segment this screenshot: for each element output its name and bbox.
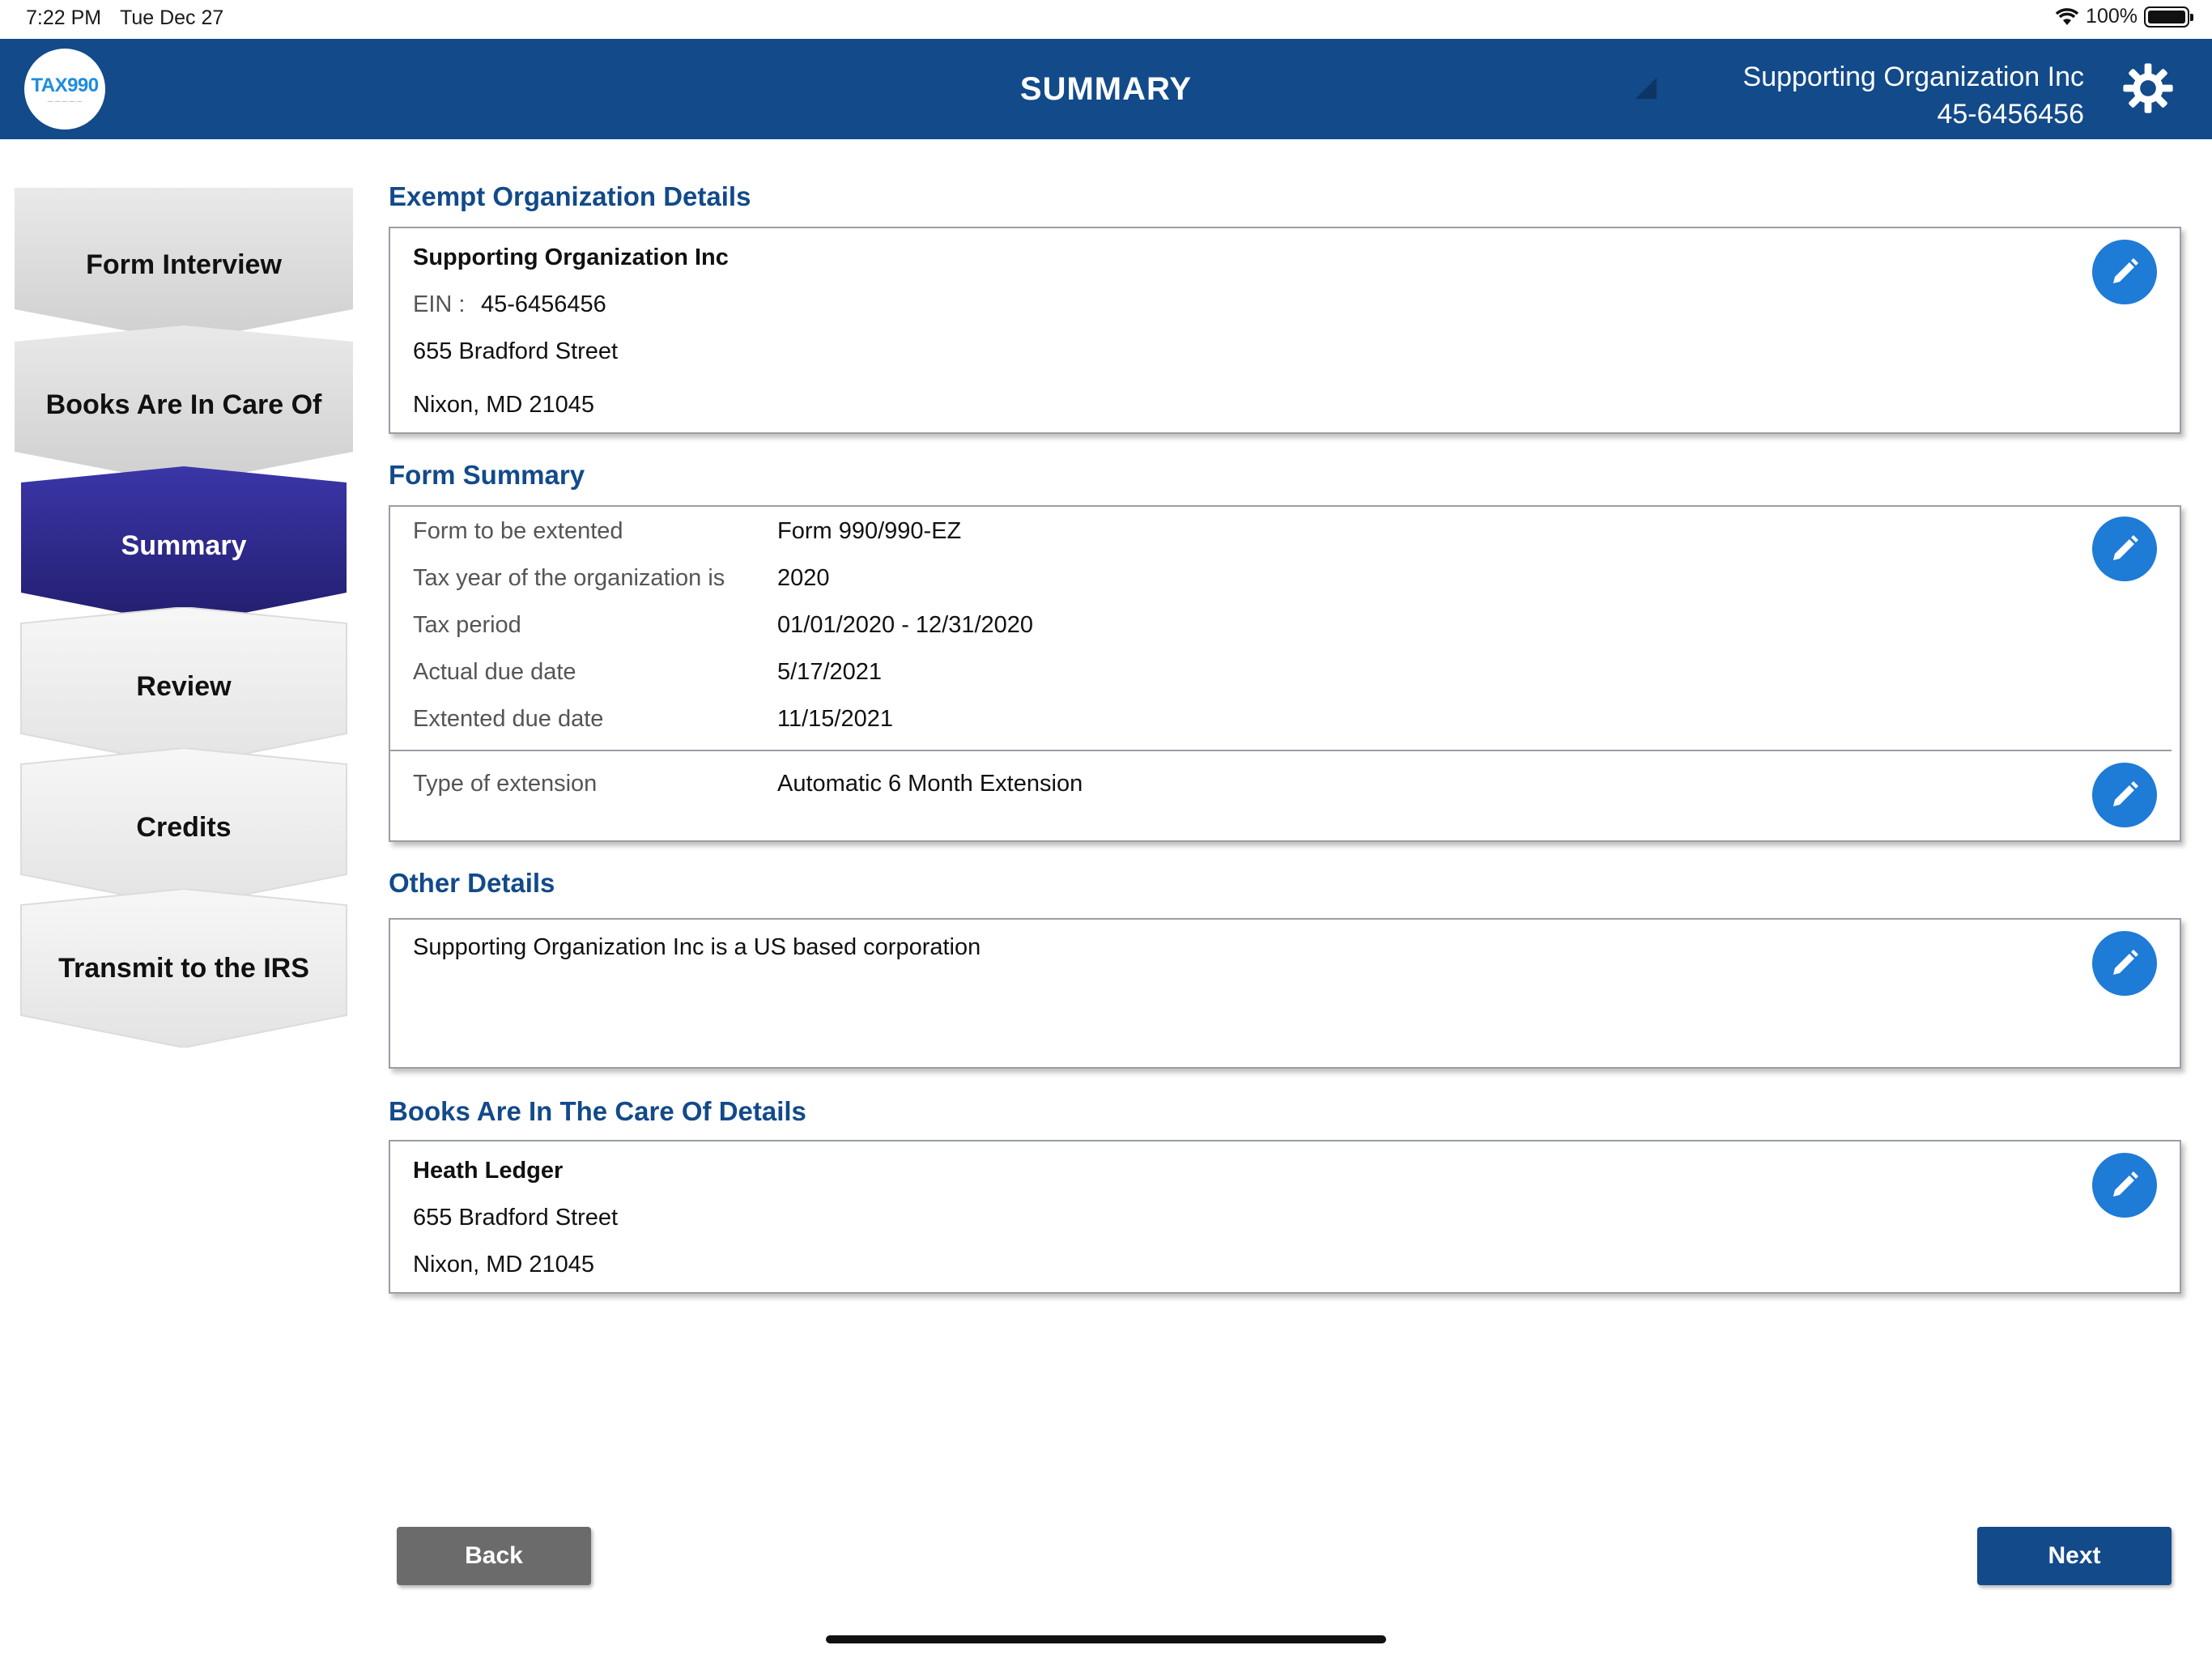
status-time: 7:22 PM <box>26 6 102 29</box>
books-section-title: Books Are In The Care Of Details <box>389 1096 806 1126</box>
back-button[interactable]: Back <box>397 1527 591 1585</box>
exempt-address-line1: 655 Bradford Street <box>413 338 619 364</box>
edit-exempt-button[interactable] <box>2092 240 2157 304</box>
summary-label-extended-date: Extented due date <box>413 706 604 732</box>
page-title: SUMMARY <box>1019 71 1193 107</box>
pencil-icon <box>2108 947 2141 980</box>
summary-value-due-date: 5/17/2021 <box>777 659 883 685</box>
ein-label: EIN : <box>413 291 466 317</box>
other-details-text: Supporting Organization Inc is a US based corporation <box>413 934 981 960</box>
summary-value-tax-year: 2020 <box>777 565 830 591</box>
pencil-icon <box>2108 533 2141 565</box>
exempt-section-title: Exempt Organization Details <box>389 181 751 211</box>
logo-text: TAX990 <box>31 74 99 96</box>
summary-label-tax-year: Tax year of the organization is <box>413 565 725 591</box>
step-summary[interactable] <box>15 466 353 625</box>
summary-label-due-date: Actual due date <box>413 659 576 685</box>
step-transmit-irs[interactable] <box>15 889 353 1048</box>
books-person-name: Heath Ledger <box>413 1158 564 1184</box>
next-button[interactable]: Next <box>1977 1527 2172 1585</box>
step-label: Summary <box>121 529 247 561</box>
step-review[interactable] <box>15 607 353 766</box>
pencil-icon <box>2108 1169 2141 1201</box>
edit-books-button[interactable] <box>2092 1153 2157 1218</box>
logo-tagline: — — — — — <box>47 98 83 104</box>
pencil-icon <box>2108 779 2141 811</box>
exempt-card <box>389 227 2181 434</box>
other-details-card <box>389 918 2181 1069</box>
summary-divider <box>390 750 2172 751</box>
summary-value-extension-type: Automatic 6 Month Extension <box>777 771 1083 797</box>
step-credits[interactable] <box>15 748 353 907</box>
pencil-icon <box>2108 256 2141 288</box>
step-label: Books Are In Care Of <box>45 389 322 420</box>
books-address-line1: 655 Bradford Street <box>413 1205 619 1231</box>
org-info <box>1743 58 2084 133</box>
step-label: Form Interview <box>86 249 282 280</box>
exempt-address-line2: Nixon, MD 21045 <box>413 392 595 418</box>
org-name: Supporting Organization Inc <box>1742 62 2084 92</box>
summary-value-extended-date: 11/15/2021 <box>777 706 893 732</box>
step-label: Review <box>136 670 232 702</box>
summary-value-form: Form 990/990-EZ <box>777 518 962 544</box>
summary-label-extension-type: Type of extension <box>413 771 598 797</box>
books-address-line2: Nixon, MD 21045 <box>413 1252 595 1278</box>
status-bar <box>0 0 2212 39</box>
battery-icon <box>2144 6 2189 28</box>
wifi-icon <box>2055 7 2079 27</box>
form-summary-title: Form Summary <box>389 460 585 490</box>
other-details-title: Other Details <box>389 868 555 898</box>
status-right <box>2055 5 2189 28</box>
summary-label-tax-period: Tax period <box>413 612 521 638</box>
step-label: Transmit to the IRS <box>58 952 309 984</box>
form-summary-card <box>389 505 2181 842</box>
org-ein: 45-6456456 <box>1937 99 2084 130</box>
step-label: Credits <box>136 811 232 843</box>
summary-value-tax-period: 01/01/2020 - 12/31/2020 <box>777 612 1034 638</box>
app-header <box>0 39 2212 139</box>
header-corner-mark <box>1636 78 1657 99</box>
battery-percent: 100% <box>2086 5 2138 28</box>
edit-other-details-button[interactable] <box>2092 931 2157 996</box>
summary-label-form: Form to be extented <box>413 518 623 544</box>
edit-form-summary-button[interactable] <box>2092 517 2157 581</box>
books-card <box>389 1140 2181 1294</box>
edit-extension-button[interactable] <box>2092 763 2157 827</box>
step-books-care-of[interactable] <box>15 325 353 484</box>
step-form-interview[interactable] <box>15 188 353 342</box>
exempt-org-name: Supporting Organization Inc <box>413 244 729 270</box>
status-date: Tue Dec 27 <box>120 6 224 29</box>
ein-value: 45-6456456 <box>481 291 606 317</box>
home-indicator[interactable] <box>826 1635 1386 1643</box>
gear-icon[interactable] <box>2120 60 2176 117</box>
